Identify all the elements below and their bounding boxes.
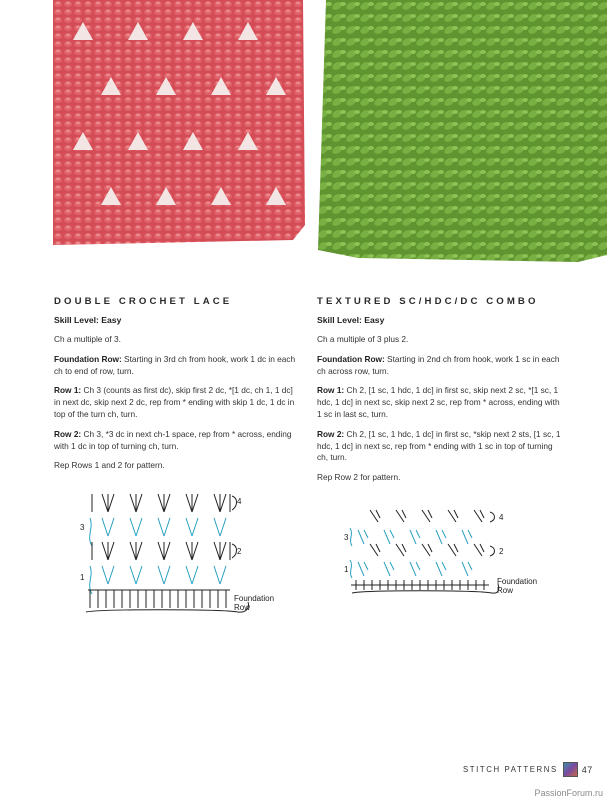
chart-foundation-label: Foundation [497, 577, 538, 586]
foundation-row-text: Starting in 2nd ch from hook, work 1 sc in each ch across row, turn. [317, 353, 560, 376]
row-1-instruction [54, 385, 299, 420]
row-1-text: Ch 2, [1 sc, 1 hdc, 1 dc] in first sc, skip next 2 sc, *[1 sc, 1 hdc, 1 dc] in next sc, skip next 2 sc, rep from * across, ending with 1 sc in last sc, turn. [317, 385, 560, 419]
row-2-instruction [54, 429, 299, 453]
chain-instruction: Ch a multiple of 3. [54, 334, 121, 344]
chart-foundation-row-label: Row [234, 603, 251, 612]
lace-swatch-photo [53, 0, 308, 260]
foundation-row-instruction [54, 354, 299, 378]
chart-row-number-1: 1 [344, 565, 349, 574]
page-number: 47 [581, 764, 593, 775]
row-2-label: Row 2: [317, 428, 345, 439]
footer-section-title: STITCH PATTERNS [463, 765, 558, 774]
page-footer [463, 762, 593, 777]
pattern-title: TEXTURED SC/HDC/DC COMBO [317, 296, 539, 307]
foundation-row-instruction [317, 354, 562, 378]
repeat-instruction: Rep Rows 1 and 2 for pattern. [54, 460, 165, 471]
chain-instruction: Ch a multiple of 3 plus 2. [317, 334, 409, 344]
row-2-text: Ch 3, *3 dc in next ch-1 space, rep from * across, ending with 1 dc in top of turning ch, turn. [54, 428, 292, 451]
textured-swatch-photo [318, 0, 607, 270]
chart-foundation-row-label: Row [497, 586, 514, 595]
lace-stitch-chart [80, 488, 280, 616]
row-2-label: Row 2: [54, 428, 82, 439]
chart-row-number-2: 2 [499, 547, 504, 556]
textured-combo-section [317, 296, 562, 492]
chart-row-number-4: 4 [499, 513, 504, 522]
row-1-instruction [317, 385, 562, 420]
row-2-instruction [317, 429, 562, 464]
chart-row-number-4: 4 [237, 497, 242, 506]
repeat-instruction: Rep Row 2 for pattern. [317, 472, 401, 483]
row-1-label: Row 1: [317, 385, 345, 396]
row-2-text: Ch 2, [1 sc, 1 hdc, 1 dc] in first sc, *skip next 2 sts, [1 sc, 1 hdc, 1 dc] in next sc, rep from * ending with 1 sc in top of turning ch, turn. [317, 428, 561, 463]
chart-row-number-3: 3 [344, 533, 349, 542]
foundation-row-label: Foundation Row: [317, 353, 385, 364]
textured-stitch-chart [344, 500, 544, 600]
skill-level: Skill Level: Easy [317, 315, 385, 325]
section-color-icon [563, 762, 578, 777]
chart-row-number-1: 1 [80, 573, 85, 582]
chart-foundation-label: Foundation [234, 594, 275, 603]
pattern-title: DOUBLE CROCHET LACE [54, 296, 233, 307]
chart-row-number-2: 2 [237, 547, 242, 556]
foundation-row-text: Starting in 3rd ch from hook, work 1 dc in each ch to end of row, turn. [54, 353, 296, 376]
skill-level: Skill Level: Easy [54, 315, 122, 325]
foundation-row-label: Foundation Row: [54, 353, 122, 364]
row-1-text: Ch 3 (counts as first dc), skip first 2 dc, *[1 dc, ch 1, 1 dc] in next dc, skip next 2 dc, rep from * ending with skip 1 dc, 1 dc in top of the turn ch, turn. [54, 385, 295, 419]
double-crochet-lace-section [54, 296, 299, 480]
chart-row-number-3: 3 [80, 523, 85, 532]
watermark: PassionForum.ru [534, 788, 603, 798]
row-1-label: Row 1: [54, 385, 82, 396]
